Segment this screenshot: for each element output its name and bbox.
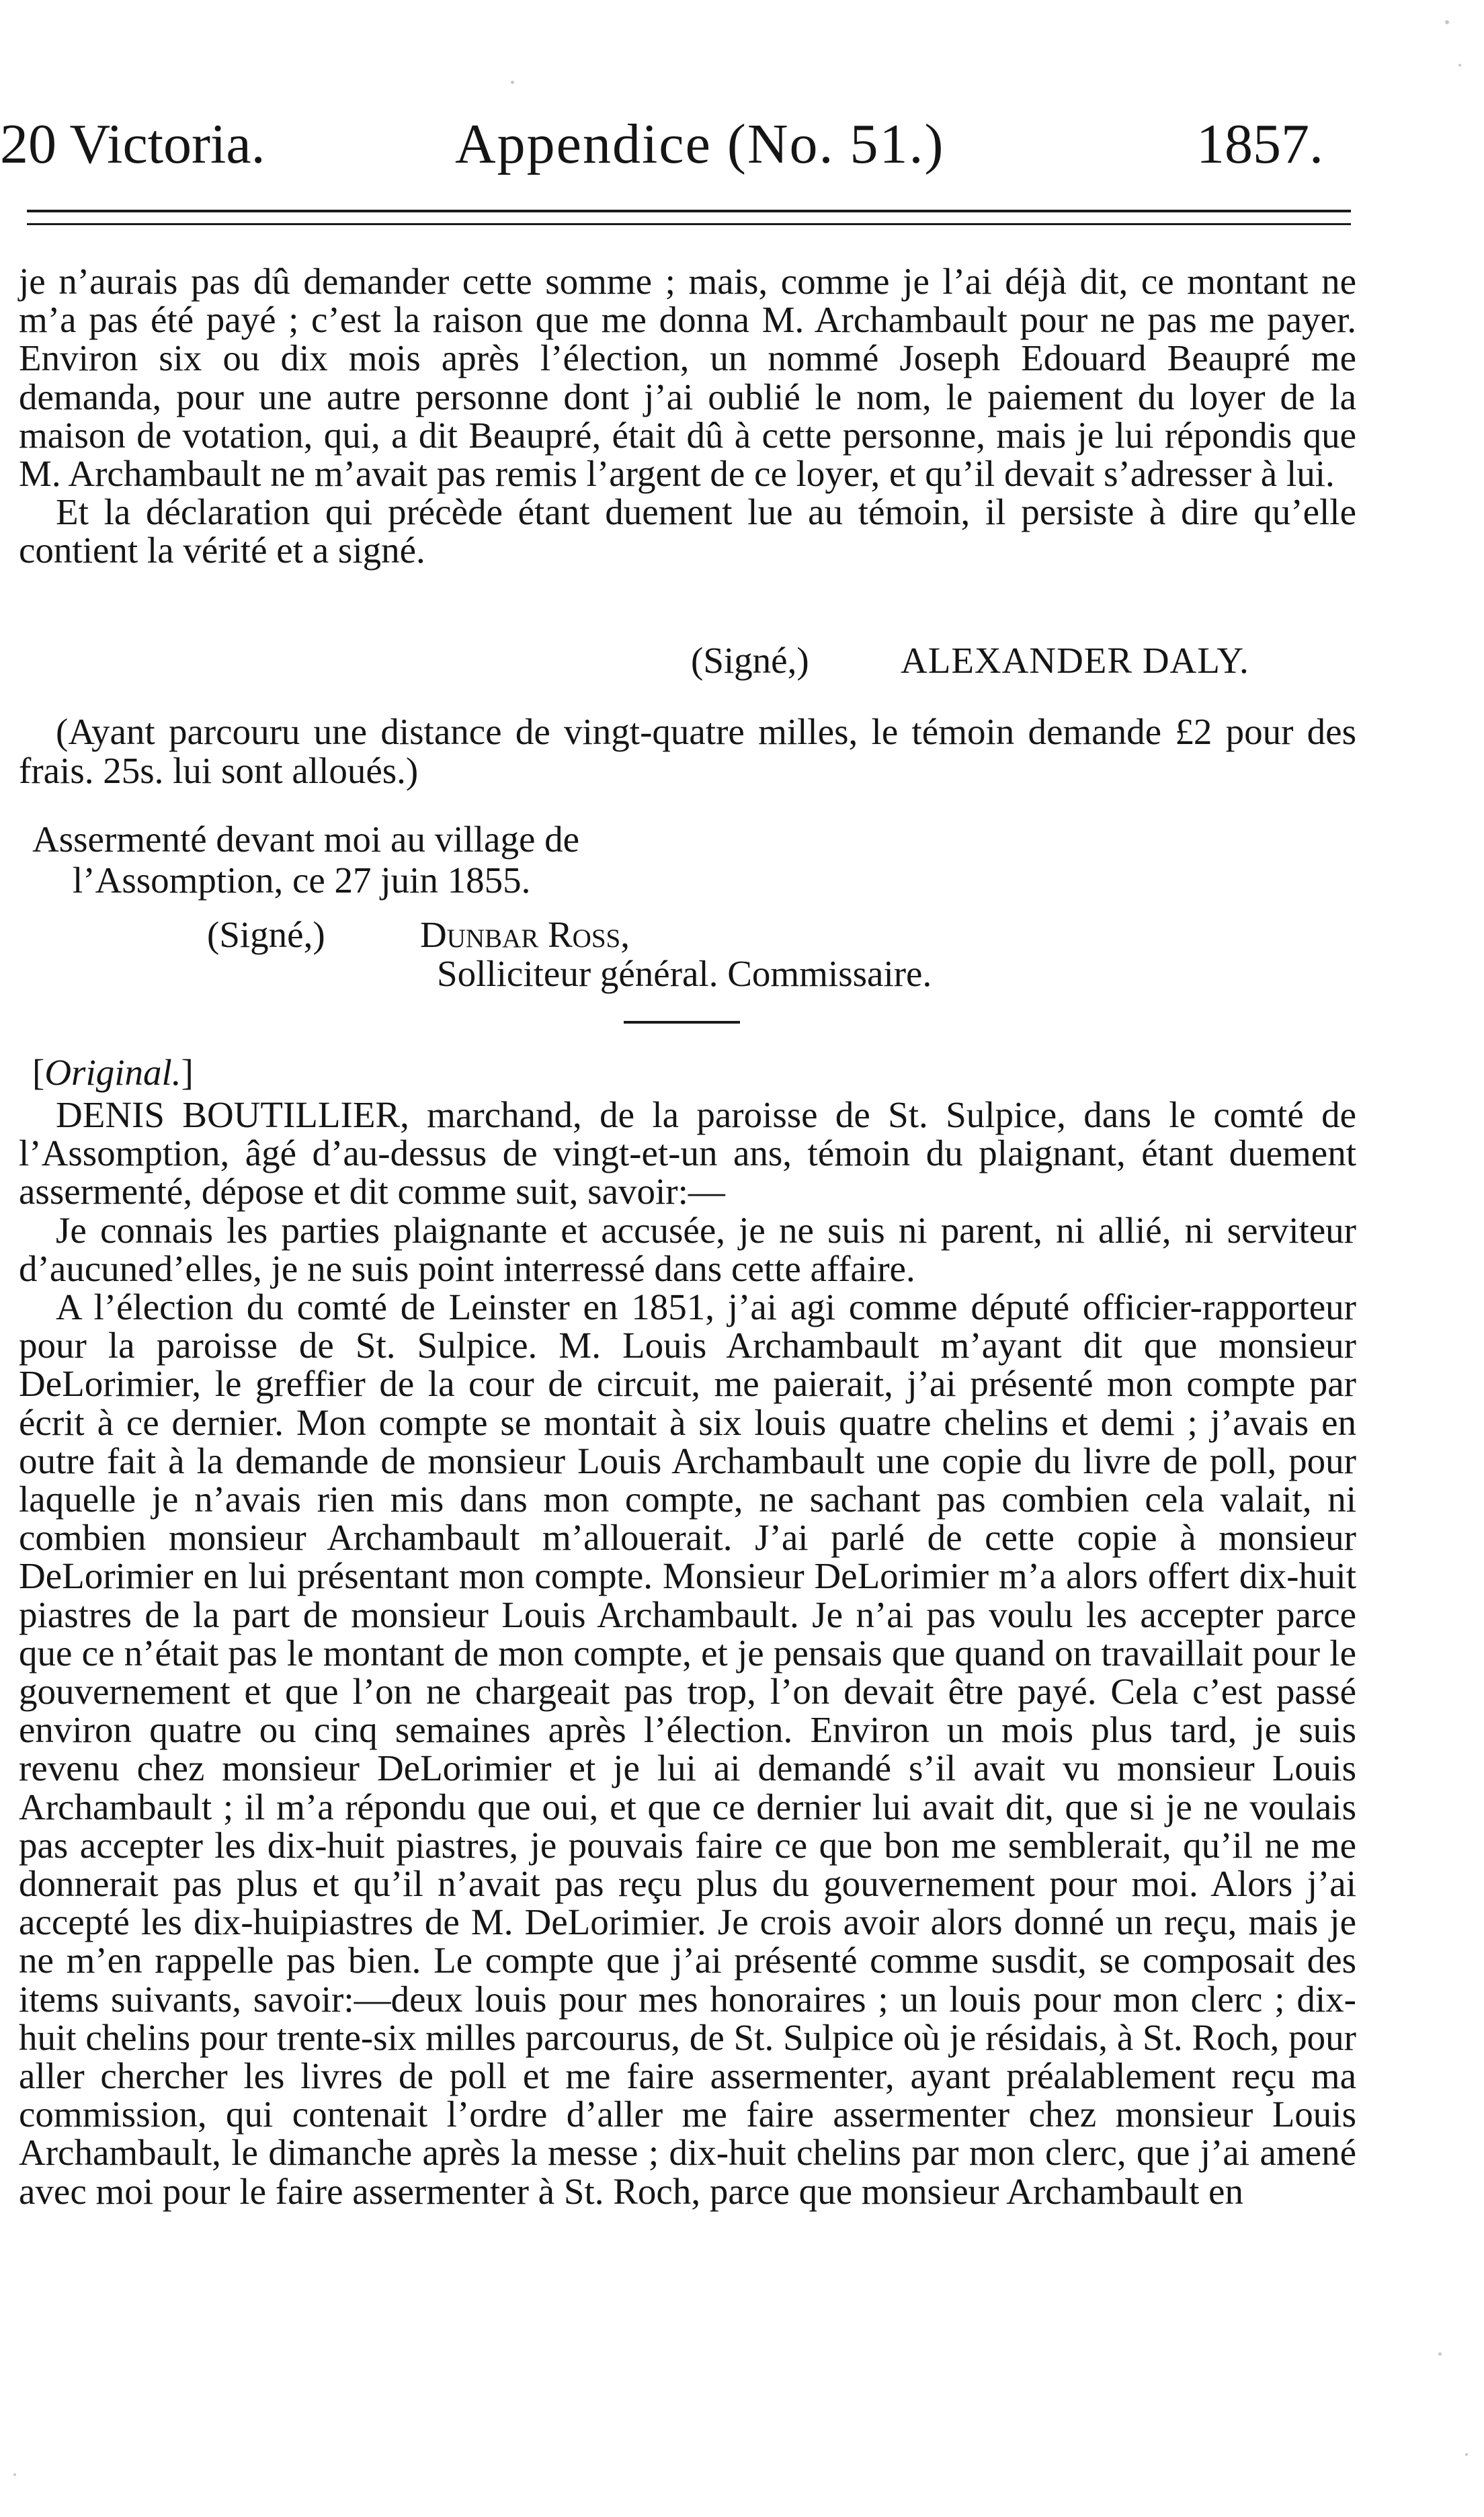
deposition-2-paragraph: Je connais les parties plaignante et accusée, je ne suis ni parent, ni allié, ni serviteur d’aucuned’elles, je ne suis point interressé dans cette affaire.	[19, 1209, 1356, 1289]
scan-speck	[511, 81, 514, 84]
header-appendix-number: Appendice (No. 51.)	[455, 113, 945, 175]
header-rule-thick	[27, 210, 1351, 212]
commissioner-name: Dunbar Ross,	[420, 914, 630, 955]
page-header	[0, 108, 1484, 181]
deposition-1-paragraph: Et la déclaration qui précède étant duement lue au témoin, il persiste à dire qu’elle contient la vérité et a signé.	[19, 491, 1356, 571]
deposition-1-paragraph: je n’aurais pas dû demander cette somme ; mais, comme je l’ai déjà dit, ce montant ne m’a pas été payé ; c’est la raison que me donna M. Archambault pour ne pas me payer. Environ six ou dix mois après l’élection, un nommé Joseph Edouard Beaupré me demanda, pour une autre personne dont j’ai oublié le nom, le paiement du loyer de la maison de votation, qui, a dit Beaupré, était dû à cette personne, mais je lui répondis que M. Archambault ne m’avait pas remis l’argent de ce loyer, et qu’il devait s’adresser à lui.	[19, 261, 1356, 495]
scan-speck	[1458, 64, 1461, 67]
witness-costs-note	[19, 712, 1356, 790]
deposition-1-body	[19, 262, 1356, 570]
witness-signed-label: (Signé,)	[691, 640, 809, 681]
original-label: Original.	[44, 1052, 181, 1093]
sworn-before-line-2: l’Assomption, ce 27 juin 1855.	[73, 860, 531, 901]
commissioner-title: Solliciteur général. Commissaire.	[437, 953, 932, 994]
scan-speck	[1465, 2453, 1468, 2456]
scan-speck	[1438, 2352, 1442, 2356]
scan-speck	[1445, 20, 1449, 24]
sworn-before-line-1: Assermenté devant moi au village de	[32, 819, 580, 860]
witness-signature-name: ALEXANDER DALY.	[901, 640, 1249, 681]
section-divider	[624, 1021, 740, 1024]
deposition-2-body	[19, 1096, 1356, 2211]
header-session: 20 Victoria.	[0, 113, 265, 175]
deposition-2-paragraph: A l’élection du comté de Leinster en 1851, j’ai agi comme député officier-rapporteur pour la paroisse de St. Sulpice. M. Louis Archambault m’ayant dit que monsieur DeLorimier, le greffier de la cour de circuit, me paierait, j’ai présenté mon compte par écrit à ce dernier. Mon compte se montait à six louis quatre chelins et demi ; j’avais en outre fait à la demande de monsieur Louis Archambault une copie du livre de poll, pour laquelle je n’avais rien mis dans mon compte, ne sachant pas combien cela valait, ni combien monsieur Archambault m’allouerait. J’ai parlé de cette copie à monsieur DeLorimier en lui présentant mon compte. Monsieur DeLorimier m’a alors offert dix-huit piastres de la part de monsieur Louis Archambault. Je n’ai pas voulu les accepter parce que ce n’était pas le montant de mon compte, et je pensais que quand on travaillait pour le gouvernement et que l’on ne chargeait pas trop, l’on devait être payé. Cela c’est passé environ quatre ou cinq semaines après l’élection. Environ un mois plus tard, je suis revenu chez monsieur DeLorimier et je lui ai demandé s’il avait vu monsieur Louis Archambault ; il m’a répondu que oui, et que ce dernier lui avait dit, que si je ne voulais pas accepter les dix-huit piastres, je pouvais faire ce que bon me semblerait, qu’il ne me donnerait pas plus et qu’il n’avait pas reçu plus du gouvernement pour moi. Alors j’ai accepté les dix-huipiastres de M. DeLorimier. Je crois avoir alors donné un reçu, mais je ne m’en rappelle pas bien. Le compte que j’ai présenté comme susdit, se composait des items suivants, savoir:—deux louis pour mes honoraires ; un louis pour mon clerc ; dix-huit chelins pour trente-six milles parcourus, de St. Sulpice où je résidais, à St. Roch, pour aller chercher les livres de poll et me faire assermenter, ayant préalablement reçu ma commission, qui contenait l’ordre d’aller me faire assermenter chez monsieur Louis Archambault, le dimanche après la messe ; dix-huit chelins par mon clerc, que j’ai amené avec moi pour le faire assermenter à St. Roch, parce que monsieur Archambault en	[19, 1286, 1356, 2212]
scan-speck	[13, 2473, 16, 2476]
original-marker: [Original.]	[32, 1052, 194, 1093]
header-rule-thin	[27, 223, 1351, 225]
deposition-2-paragraph: DENIS BOUTILLIER, marchand, de la paroisse de St. Sulpice, dans le comté de l’Assomption, âgé d’au-dessus de vingt-et-un ans, témoin du plaignant, étant duement assermenté, dépose et dit comme suit, savoir:—	[19, 1094, 1356, 1212]
commissioner-signed-label: (Signé,)	[207, 914, 325, 955]
costs-text: (Ayant parcouru une distance de vingt-quatre milles, le témoin demande £2 pour des frais. 25s. lui sont alloués.)	[19, 711, 1356, 791]
header-year: 1857.	[1196, 113, 1323, 175]
